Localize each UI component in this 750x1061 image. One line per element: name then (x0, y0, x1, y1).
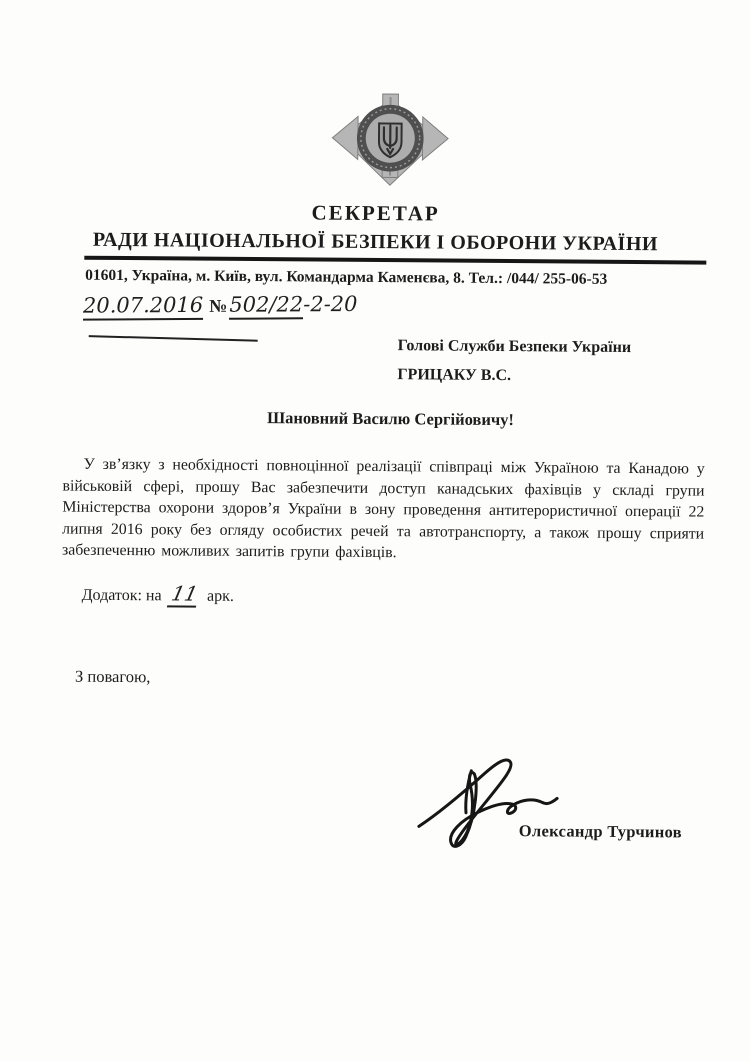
attachment-suffix: арк. (207, 587, 235, 605)
attachment-pages-handwritten: 11 (167, 581, 202, 607)
salutation: Шановний Василю Сергійовичу! (266, 408, 514, 430)
attachment-prefix: Додаток: на (81, 586, 162, 605)
trident-icon (379, 123, 402, 157)
letterhead-title-secretary: СЕКРЕТАР (311, 200, 440, 226)
attachment-line (82, 581, 234, 608)
letterhead-address: 01601, Україна, м. Київ, вул. Командарма Каменєва, 8. Тел.: /044/ 255-06-53 (85, 266, 608, 288)
addressee-name: ГРИЦАКУ В.С. (397, 366, 512, 385)
reference-line (83, 292, 358, 318)
body-paragraph: У зв’язку з необхідності повноцінної реалізації співпраці між Україною та Канадою у військовій сфері, прошу Вас забезпечити доступ канадських фахівців у складі групи Міністерства охорони здоров’я України в зону проведення антитерористичної операції 22 липня 2016 року без огляду особистих речей та автотранспорту, а також прошу сприяти забезпеченню можливих запитів групи фахівців. (61, 455, 705, 562)
reference-date: 20.07.2016 (83, 293, 203, 321)
addressee-block (397, 331, 727, 392)
nsdc-emblem (331, 93, 450, 192)
incoming-reference-blank-line (89, 335, 258, 342)
nsdc-emblem-icon (331, 93, 450, 192)
signer-name: Олександр Турчинов (518, 821, 683, 842)
letterhead-title-council: РАДИ НАЦІОНАЛЬНОЇ БЕЗПЕКИ І ОБОРОНИ УКРАЇНИ (92, 228, 659, 256)
addressee-position: Голові Служби Безпеки України (397, 337, 632, 357)
reference-number-rest: -2-20 (303, 291, 358, 317)
letterhead-rule (84, 256, 706, 265)
reference-number-underlined: 502/22 (229, 292, 303, 319)
closing-phrase: З повагою, (74, 666, 151, 687)
number-sign: № (209, 295, 228, 316)
